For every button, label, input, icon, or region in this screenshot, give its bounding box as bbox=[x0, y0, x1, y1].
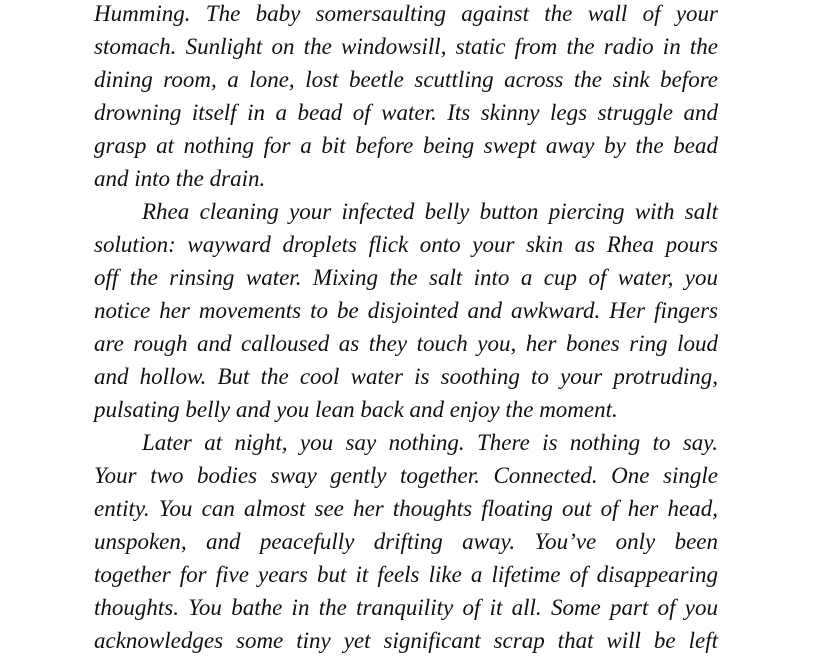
text-line: Later at night, you say nothing. There is nothing to say. bbox=[142, 430, 718, 455]
text-line: drowning itself in a bead of water. Its skinny legs struggle and bbox=[94, 100, 718, 125]
paragraph-2 bbox=[94, 195, 718, 426]
text-line: together for five years but it feels like a lifetime of disappearing bbox=[94, 562, 718, 587]
text-line: dining room, a lone, lost beetle scuttling across the sink before bbox=[94, 67, 718, 92]
text-line: thoughts. You bathe in the tranquility of it all. Some part of you bbox=[94, 595, 718, 620]
paragraph-1 bbox=[94, 0, 718, 195]
text-line: notice her movements to be disjointed and awkward. Her fingers bbox=[94, 298, 718, 323]
text-line: entity. You can almost see her thoughts floating out of her head, bbox=[94, 496, 718, 521]
document-page bbox=[94, 0, 718, 657]
text-line: Humming. The baby somersaulting against the wall of your bbox=[94, 1, 718, 26]
text-line: Rhea cleaning your infected belly button piercing with salt bbox=[142, 199, 718, 224]
text-line: and into the drain. bbox=[94, 166, 266, 191]
text-line: are rough and calloused as they touch you, her bones ring loud bbox=[94, 331, 718, 356]
text-line: off the rinsing water. Mixing the salt into a cup of water, you bbox=[94, 265, 718, 290]
text-line: pulsating belly and you lean back and enjoy the moment. bbox=[94, 397, 618, 422]
text-line: stomach. Sunlight on the windowsill, static from the radio in the bbox=[94, 34, 718, 59]
text-line: Your two bodies sway gently together. Connected. One single bbox=[94, 463, 718, 488]
text-line: unspoken, and peacefully drifting away. You’ve only been bbox=[94, 529, 718, 554]
paragraph-3 bbox=[94, 426, 718, 657]
text-line: acknowledges some tiny yet significant scrap that will be left bbox=[94, 628, 718, 653]
text-line: grasp at nothing for a bit before being swept away by the bead bbox=[94, 133, 718, 158]
text-line: solution: wayward droplets flick onto your skin as Rhea pours bbox=[94, 232, 718, 257]
text-line: and hollow. But the cool water is soothing to your protruding, bbox=[94, 364, 718, 389]
